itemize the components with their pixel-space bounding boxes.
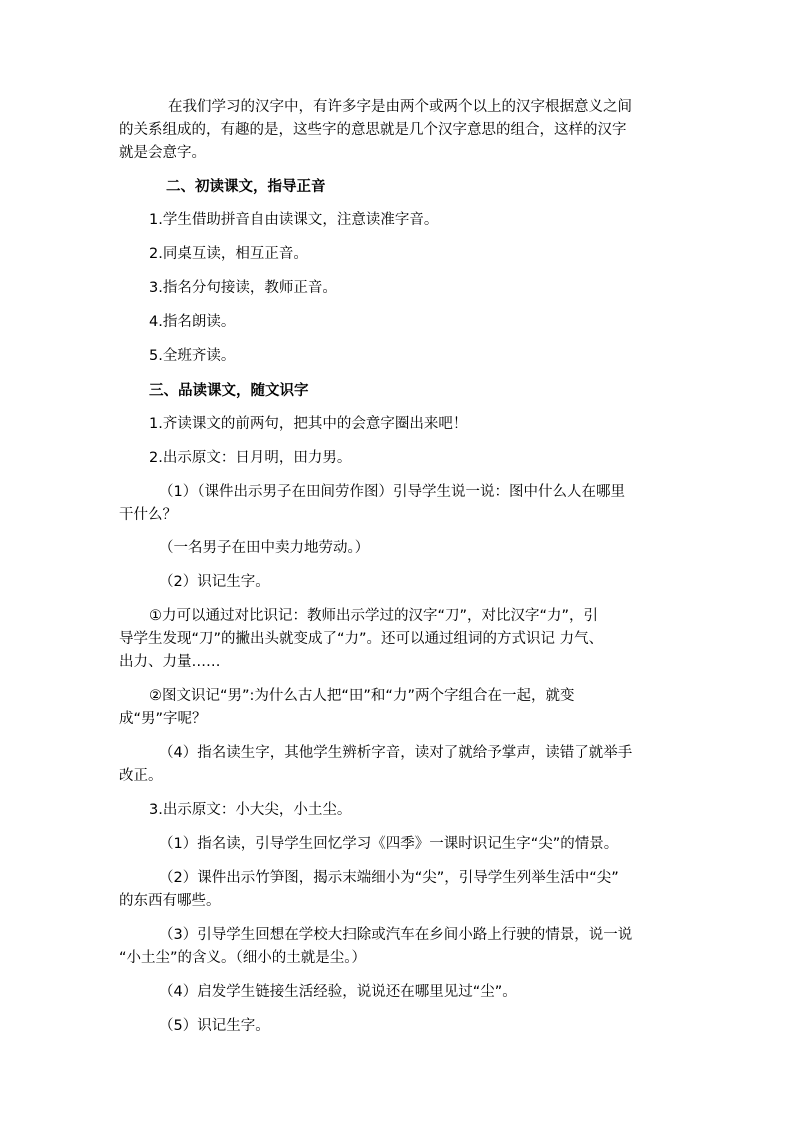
paragraph-line: （1）指名读，引导学生回忆学习《四季》一课时识记生字“尖”的情景。 — [159, 836, 619, 852]
list-item: 2.同桌互读，相互正音。 — [149, 246, 308, 262]
paragraph-line: （4）启发学生链接生活经验，说说还在哪里见过“尘”。 — [159, 984, 517, 1000]
paragraph-line: （4）指名读生字，其他学生辨析字音，读对了就给予掌声，读错了就举手 — [159, 745, 633, 761]
list-item: 1.齐读课文的前两句，把其中的会意字圈出来吧！ — [149, 416, 468, 432]
paragraph-line: 改正。 — [119, 768, 163, 784]
section-heading-2: 二、初读课文，指导正音 — [166, 178, 326, 195]
paragraph-line: （2）课件出示竹笋图，揭示末端细小为“尖”，引导学生列举生活中“尖” — [159, 870, 619, 886]
list-item: 3.指名分句接读，教师正音。 — [149, 280, 337, 296]
paragraph-line: 干什么？ — [119, 507, 177, 523]
paragraph-line: （3）引导学生回想在学校大扫除或汽车在乡间小路上行驶的情景，说一说 — [159, 927, 633, 943]
paragraph-line: 出力、力量…… — [119, 654, 221, 670]
list-item: 4.指名朗读。 — [149, 314, 236, 330]
paragraph-line: 成“男”字呢？ — [119, 711, 207, 727]
section-heading-3: 三、品读课文，随文识字 — [149, 382, 309, 399]
paragraph-line: ②图文识记“男”:为什么古人把“田”和“力”两个字组合在一起，就变 — [149, 688, 575, 704]
paragraph-line: （1）（课件出示男子在田间劳作图）引导学生说一说：图中什么人在哪里 — [159, 484, 625, 500]
list-item: 2.出示原文：日月明，田力男。 — [149, 450, 352, 466]
paragraph-line: （一名男子在田中卖力地劳动。） — [159, 540, 370, 556]
intro-line-3: 就是会意字。 — [119, 145, 206, 161]
list-item: 3.出示原文：小大尖，小土尘。 — [149, 802, 352, 818]
paragraph-line: ①力可以通过对比识记：教师出示学过的汉字“刀”，对比汉字“力”，引 — [149, 608, 599, 624]
paragraph-line: （2）识记生字。 — [159, 574, 270, 590]
paragraph-line: （5）识记生字。 — [159, 1018, 270, 1034]
paragraph-line: 的东西有哪些。 — [119, 893, 221, 909]
intro-line-2: 的关系组成的，有趣的是，这些字的意思就是几个汉字意思的组合，这样的汉字 — [119, 122, 627, 138]
paragraph-line: “小土尘”的含义。（细小的土就是尘。） — [119, 950, 367, 966]
list-item: 5.全班齐读。 — [149, 348, 236, 364]
paragraph-line: 导学生发现“刀”的撇出头就变成了“力”。还可以通过组词的方式识记 力气、 — [119, 631, 604, 647]
list-item: 1.学生借助拼音自由读课文，注意读准字音。 — [149, 212, 439, 228]
intro-line-1: 在我们学习的汉字中，有许多字是由两个或两个以上的汉字根据意义之间 — [168, 99, 632, 115]
